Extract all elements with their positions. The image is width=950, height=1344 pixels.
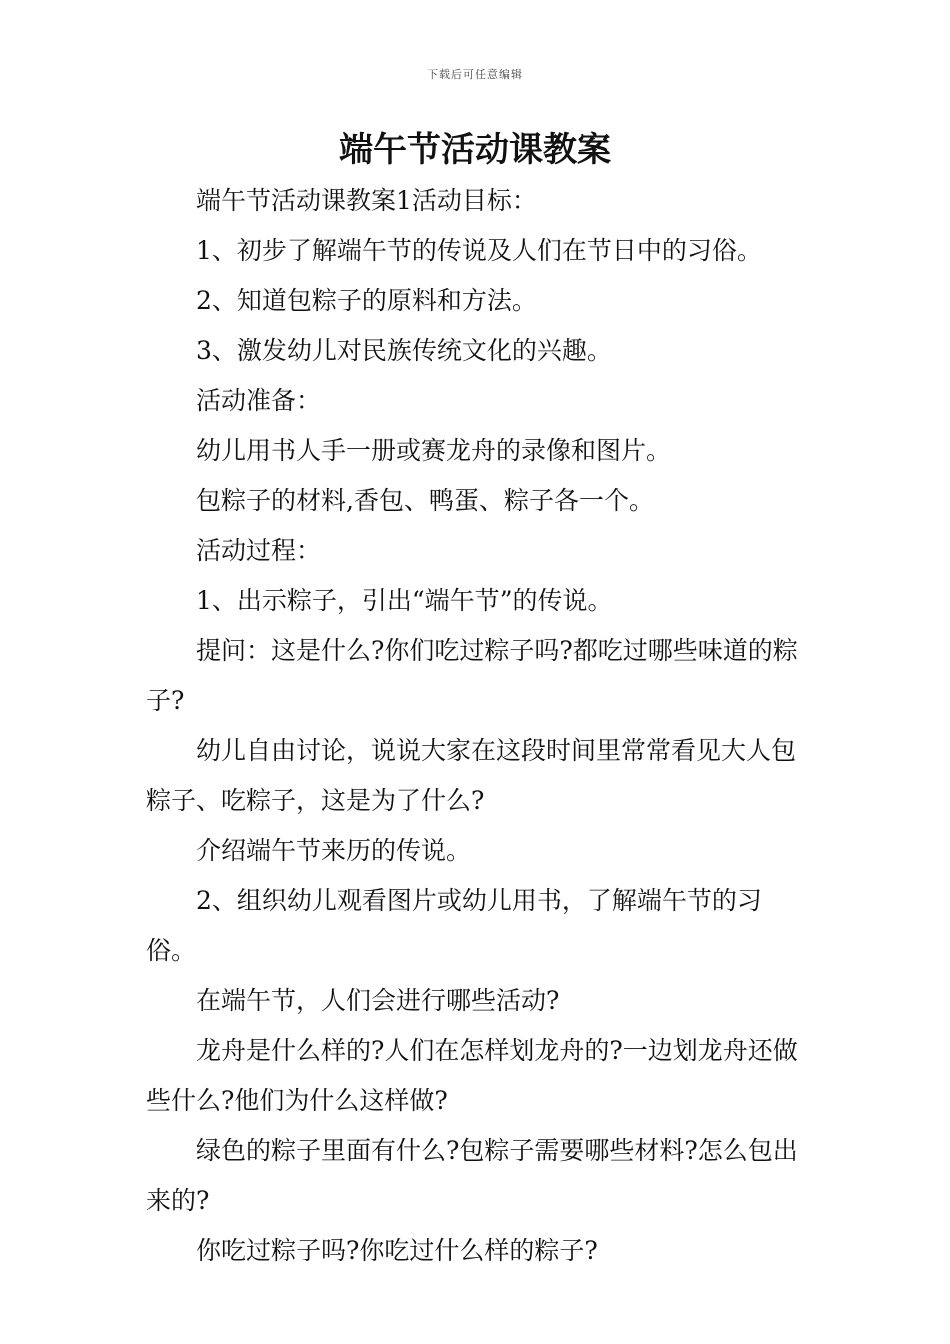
paragraph: 幼儿用书人手一册或赛龙舟的录像和图片。 bbox=[196, 436, 672, 465]
paragraph: 介绍端午节来历的传说。 bbox=[196, 836, 472, 865]
paragraph: 龙舟是什么样的?人们在怎样划龙舟的?一边划龙舟还做些什么?他们为什么这样做? bbox=[146, 1036, 798, 1115]
paragraph: 包粽子的材料,香包、鸭蛋、粽子各一个。 bbox=[196, 486, 654, 515]
paragraph: 1、出示粽子，引出“端午节”的传说。 bbox=[196, 586, 613, 615]
header-note: 下载后可任意编辑 bbox=[427, 68, 523, 81]
page-title: 端午节活动课教案 bbox=[339, 130, 611, 170]
paragraph: 活动过程： bbox=[196, 536, 322, 565]
paragraph: 2、知道包粽子的原料和方法。 bbox=[196, 286, 537, 315]
document-body bbox=[146, 176, 810, 1276]
paragraph: 1、初步了解端午节的传说及人们在节日中的习俗。 bbox=[196, 236, 762, 265]
paragraph: 你吃过粽子吗?你吃过什么样的粽子? bbox=[196, 1236, 598, 1265]
paragraph: 在端午节，人们会进行哪些活动? bbox=[196, 986, 560, 1015]
paragraph: 活动准备： bbox=[196, 386, 322, 415]
paragraph: 绿色的粽子里面有什么?包粽子需要哪些材料?怎么包出来的? bbox=[146, 1136, 798, 1215]
paragraph: 端午节活动课教案1活动目标： bbox=[196, 186, 537, 215]
paragraph: 幼儿自由讨论，说说大家在这段时间里常常看见大人包粽子、吃粽子，这是为了什么? bbox=[146, 736, 797, 815]
paragraph: 提问：这是什么?你们吃过粽子吗?都吃过哪些味道的粽子? bbox=[146, 636, 798, 715]
paragraph: 2、组织幼儿观看图片或幼儿用书，了解端午节的习俗。 bbox=[146, 886, 762, 965]
paragraph: 3、激发幼儿对民族传统文化的兴趣。 bbox=[196, 336, 612, 365]
